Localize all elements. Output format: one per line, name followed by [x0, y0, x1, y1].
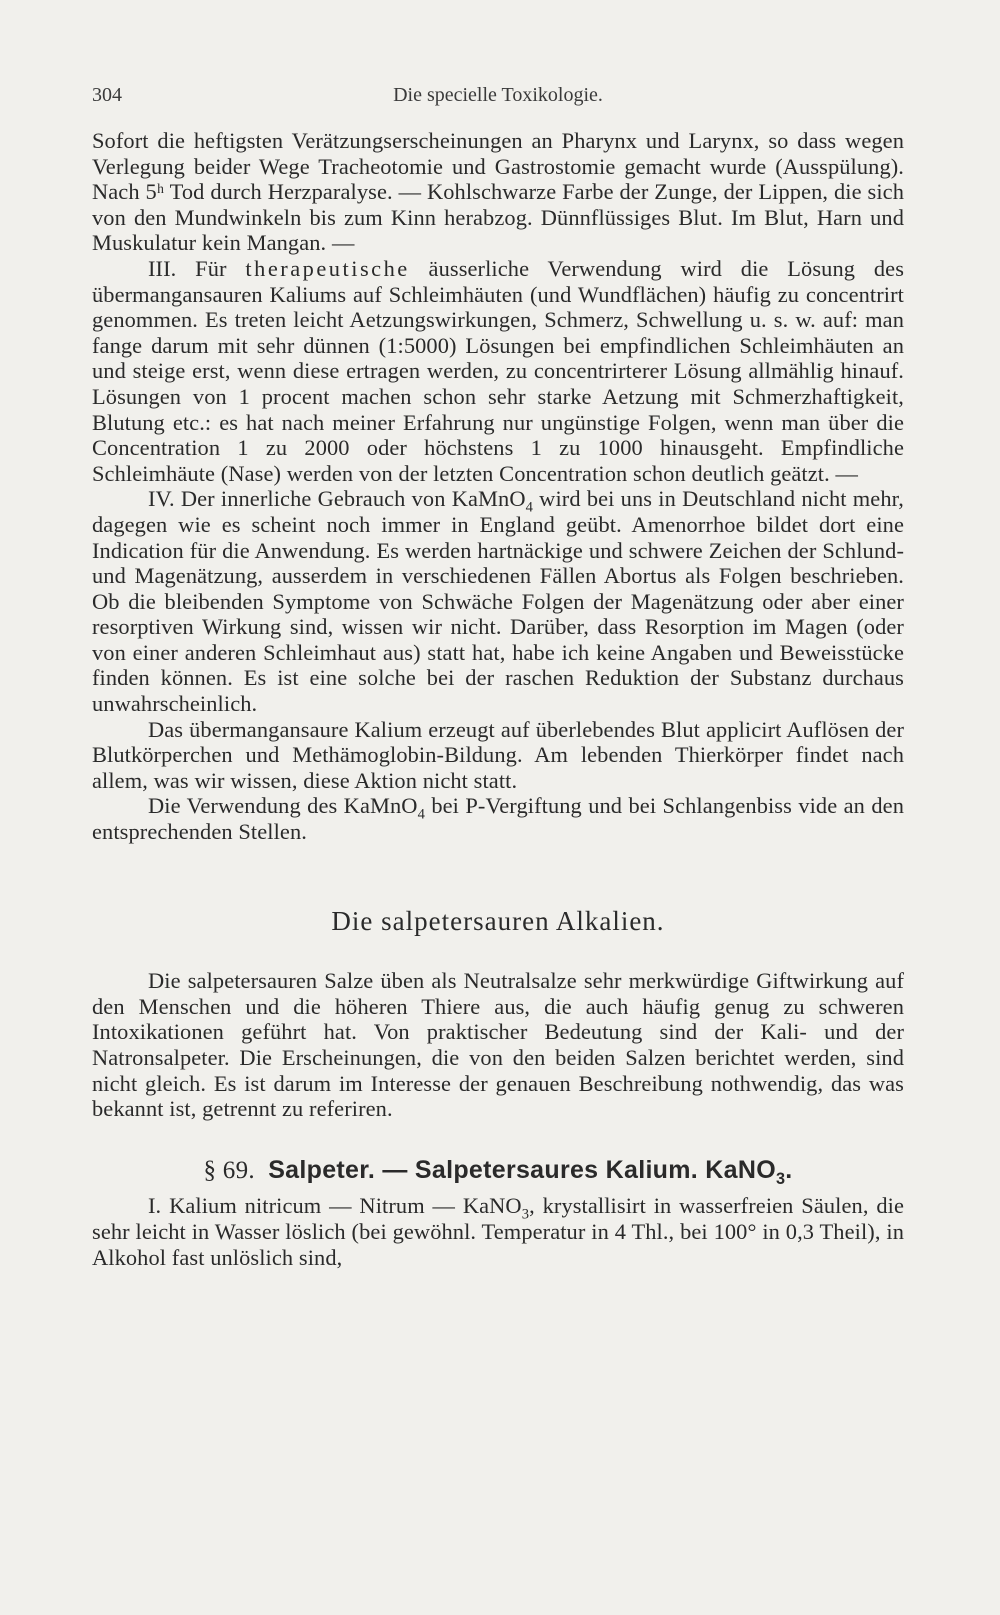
page-header — [92, 84, 904, 114]
paragraph-lead: Die Verwendung des KaMnO — [148, 793, 418, 819]
paragraph-lead: IV. Der innerliche Gebrauch von KaMnO — [148, 486, 526, 512]
heading-text: Salpeter. — Salpetersaures Kalium. KaNO — [268, 1155, 776, 1184]
paragraph-continued: Sofort die heftigsten Verätzungserscheinungen an Pharynx und Larynx, so dass wegen Verlegung beider Wege Tracheotomie und Gastrostomie gemacht wurde (Ausspülung). Nach 5ʰ Tod durch Herzparalyse. — Kohlschwarze Farbe der Zunge, der Lippen, die sich von den Mundwinkeln bis zum Kinn herabzog. Dünnflüssiges Blut. Im Blut, Harn und Muskulatur kein Mangan. — — [92, 128, 904, 256]
running-title: Die specielle Toxikologie. — [393, 84, 603, 106]
paragraph-text: , krystallisirt in wasserfreien Säulen, die sehr leicht in Wasser löslich (bei gewöhnl. Temperatur in 4 Thl., bei 100° in 0,3 Theil), in Alkohol fast unlöslich sind, — [92, 1193, 904, 1270]
formula-subscript: 3 — [521, 1206, 530, 1223]
paragraph-internal-use — [92, 486, 904, 716]
paragraph-heading — [92, 1155, 904, 1188]
paragraph-blood-effect: Das übermangansaure Kalium erzeugt auf überlebendes Blut applicirt Auflösen der Blutkörperchen und Methämoglobin-Bildung. Am lebenden Thierkörper findet nach allem, was wir wissen, diese Aktion nicht statt. — [92, 716, 904, 793]
paragraph-kalium-nitricum — [92, 1193, 904, 1270]
section-title: Die salpetersauren Alkalien. — [331, 905, 665, 936]
paragraph-nitrate-intro: Die salpetersauren Salze üben als Neutralsalze sehr merkwürdige Giftwirkung auf den Menschen und die höheren Thiere aus, die auch häufig genug zu schweren Intoxikationen geführt hat. Von praktischer Bedeutung sind der Kali- und der Natronsalpeter. Die Erscheinungen, die von den beiden Salzen berichtet werden, sind nicht gleich. Es ist darum im Interesse der genauen Beschreibung nothwendig, das was bekannt ist, getrennt zu referiren. — [92, 968, 904, 1122]
formula-subscript: 4 — [525, 499, 533, 516]
page-body — [92, 128, 904, 1270]
emphasis-spaced: therapeutische — [245, 255, 410, 281]
paragraph-lead: I. Kalium nitricum — Nitrum — KaNO — [148, 1193, 522, 1219]
section-sign: § 69. — [203, 1156, 255, 1184]
page-number: 304 — [92, 84, 122, 106]
paragraph-lead: III. Für — [148, 255, 246, 281]
formula-subscript: 3 — [775, 1169, 786, 1188]
paragraph-cross-reference — [92, 793, 904, 844]
paragraph-text: bei P-Vergiftung und bei Schlangenbiss vide an den entsprechenden Stellen. — [92, 793, 904, 845]
paragraph-text: wird bei uns in Deutschland nicht mehr, dagegen wie es scheint noch immer in England geübt. Amenorrhoe bildet dort eine Indication für die Anwendung. Es werden hartnäckige und schwere Zeichen der Schlund- und Magenätzung, ausserdem in verschiedenen Fällen Abortus als Folgen beschrieben. Ob die bleibenden Symptome von Schwäche Folgen der Magenätzung oder aber einer resorptiven Wirkung sind, wissen wir nicht. Darüber, dass Resorption im Magen (oder von einer anderen Schleimhaut aus) statt hat, habe ich keine Angaben und Beweisstücke finden können. Es ist eine solche bei der raschen Reduktion der Substanz durchaus unwahrscheinlich. — [92, 486, 904, 717]
paragraph-text: äusserliche Verwendung wird die Lösung des übermangansauren Kaliums auf Schleimhäuten (und Wundflächen) häufig zu concentrirt genommen. Es treten leicht Aetzungswirkungen, Schmerz, Schwellung u. s. w. auf: man fange darum mit sehr dünnen (1:5000) Lösungen bei empfindlichen Schleimhäuten an und steige erst, wenn diese ertragen werden, zu concentrirterer Lösung allmählig hinauf. Lösungen von 1 procent machen schon sehr starke Aetzung mit Schmerzhaftigkeit, Blutung etc.: es hat nach meiner Erfahrung nur ungünstige Folgen, wenn man über die Concentration 1 zu 2000 oder höchstens 1 zu 1000 hinausgeht. Empfindliche Schleimhäute (Nase) werden von der letzten Concentration schon deutlich geätzt. — — [92, 255, 905, 486]
heading-end: . — [785, 1155, 793, 1184]
paragraph-therapeutic-use — [92, 256, 904, 486]
formula-subscript: 4 — [417, 806, 425, 823]
